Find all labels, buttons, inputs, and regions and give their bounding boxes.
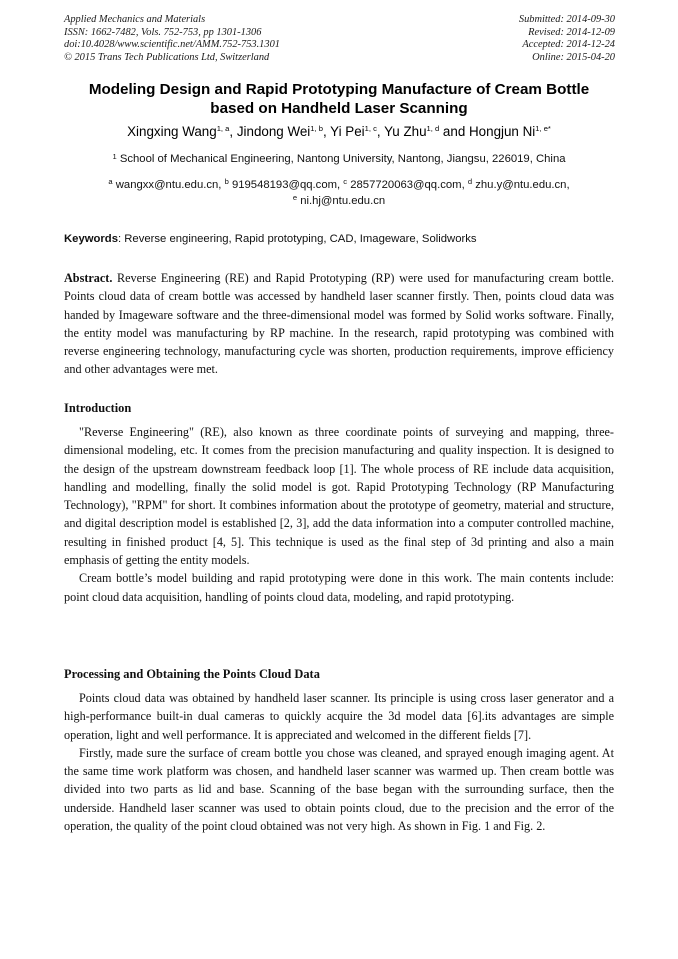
email-link[interactable]: wangxx@ntu.edu.cn: [112, 179, 219, 191]
author-affil-mark: 1, e*: [535, 124, 551, 133]
body-paragraph: "Reverse Engineering" (RE), also known as three coordinate points of surveying and mapping, three-dimensional modeling, etc. It comes from the precision manufacturing and quality inspection. It is designed to the design of the upstream downstream feedback loop [1]. The whole process of RE include data acquisition, handling and modelling, finally the solid model is got. Rapid Prototyping Technology (RP Manufacturing Technology), "RPM" for short. It combines information about the prototype of geometry, material and structure, and digital description model is established [2, 3], add the data information into a computer controlled machine, resulting in finished product [4, 5]. This technique is used as the final step of 3d printing and also a main emphasis of getting the entity models.: [64, 425, 614, 568]
online-date: Online: 2015-04-20: [532, 51, 615, 63]
author-separator: ,: [322, 124, 331, 139]
abstract-label: Abstract.: [64, 271, 113, 285]
author-name: Hongjun Ni: [469, 124, 536, 139]
revised-date: Revised: 2014-12-09: [528, 26, 615, 38]
email-mark: a: [108, 177, 113, 186]
author-separator: and: [439, 124, 469, 139]
abstract: [64, 269, 614, 379]
author-separator: ,: [376, 124, 385, 139]
email-mark: b: [224, 177, 229, 186]
email-line: [40, 193, 638, 209]
body-paragraph: Cream bottle’s model building and rapid prototyping were done in this work. The main contents include: point cloud data acquisition, handling of points cloud data, modeling, and rapid prototyping.: [64, 571, 614, 604]
introduction-body: [64, 423, 614, 606]
body-paragraph: Points cloud data was obtained by handheld laser scanner. Its principle is using cross laser generator and a high-performance built-in dual cameras to quickly acquire the 3d model data [6].its advantages are simple operation, light and well performance. It is appreciated and welcomed in the different fields [7].: [64, 691, 614, 742]
author-name: Yu Zhu: [384, 124, 427, 139]
journal-name: Applied Mechanics and Materials: [64, 14, 206, 25]
author-list: [40, 123, 638, 141]
email-link[interactable]: 2857720063@qq.com: [347, 179, 462, 191]
paper-title: [40, 80, 638, 118]
accepted-date: Accepted: 2014-12-24: [522, 39, 615, 50]
email-mark: c: [343, 177, 348, 186]
issn-line: ISSN: 1662-7482, Vols. 752-753, pp 1301-1306: [64, 26, 262, 38]
email-mark: e: [292, 193, 298, 202]
email-link[interactable]: zhu.y@ntu.edu.cn: [472, 179, 567, 191]
author-name: Yi Pei: [330, 124, 365, 139]
affiliation-text: School of Mechanical Engineering, Nantong University, Nantong, Jiangsu, 226019, China: [116, 153, 566, 165]
author-emails: [40, 177, 638, 209]
date-info: [519, 14, 615, 64]
abstract-paragraph: [64, 269, 614, 379]
title-line-2: based on Handheld Laser Scanning: [210, 100, 468, 117]
keywords-label: Keywords: [64, 233, 118, 245]
journal-info: [64, 14, 280, 64]
email-line: $^a$ wangxx@ntu.edu.cn, $^b$ 919548193@qq.com, $^c$ 2857720063@qq.com, $^d$ zhu.y@ntu.edu.cn,: [108, 177, 570, 191]
author-separator: ,: [229, 124, 237, 139]
email-link[interactable]: 919548193@qq.com: [228, 179, 338, 191]
author-name: Jindong Wei: [236, 124, 311, 139]
title-line-1: Modeling Design and Rapid Prototyping Manufacture of Cream Bottle: [88, 81, 590, 98]
author-affil-mark: 1, d: [426, 124, 440, 133]
email-link[interactable]: ni.hj@ntu.edu.cn: [297, 195, 386, 207]
body-paragraph: Firstly, made sure the surface of cream bottle you chose was cleaned, and sprayed enough imaging agent. At the same time work platform was chosen, and handheld laser scanner was warmed up. Then cream bottle was divided into two parts as lid and base. Scanning of the base began with the surrounding surface, then the underside. Handheld laser scanner was used to obtain points cloud, due to the precision and the error of the operation, the quality of the point cloud obtained was not very high. As shown in Fig. 1 and Fig. 2.: [64, 745, 614, 834]
affiliation: [40, 152, 638, 167]
affiliation-mark: 1: [112, 152, 117, 161]
copyright-line: © 2015 Trans Tech Publications Ltd, Switzerland: [64, 51, 270, 63]
abstract-text: Reverse Engineering (RE) and Rapid Prototyping (RP) were used for manufacturing cream bottle. Points cloud data of cream bottle was accessed by handheld laser scanner firstly. Then, points cloud data was handed by Imageware software and the three-dimensional model was formed by Solid works software. Finally, the entity model was manufacturing by RP machine. In the research, rapid prototyping was combined with reverse engineering technology, manufacturing cycle was shorten, production requirements, improve efficiency and other advantages were met.: [64, 271, 614, 377]
author-affil-mark: 1, c: [364, 124, 377, 133]
author-affil-mark: 1, a: [216, 124, 230, 133]
processing-body: [64, 689, 614, 835]
author-affil-mark: 1, b: [310, 124, 323, 133]
keywords-text: : Reverse engineering, Rapid prototyping, CAD, Imageware, Solidworks: [118, 233, 477, 245]
doi-line: doi:10.4028/www.scientific.net/AMM.752-753.1301: [64, 39, 280, 50]
author-name: Xingxing Wang: [127, 124, 217, 139]
section-heading-introduction: Introduction: [64, 401, 132, 415]
section-heading-processing: Processing and Obtaining the Points Cloud Data: [64, 667, 320, 681]
keywords: [64, 232, 624, 247]
email-mark: d: [467, 177, 473, 186]
submitted-date: Submitted: 2014-09-30: [518, 14, 615, 25]
